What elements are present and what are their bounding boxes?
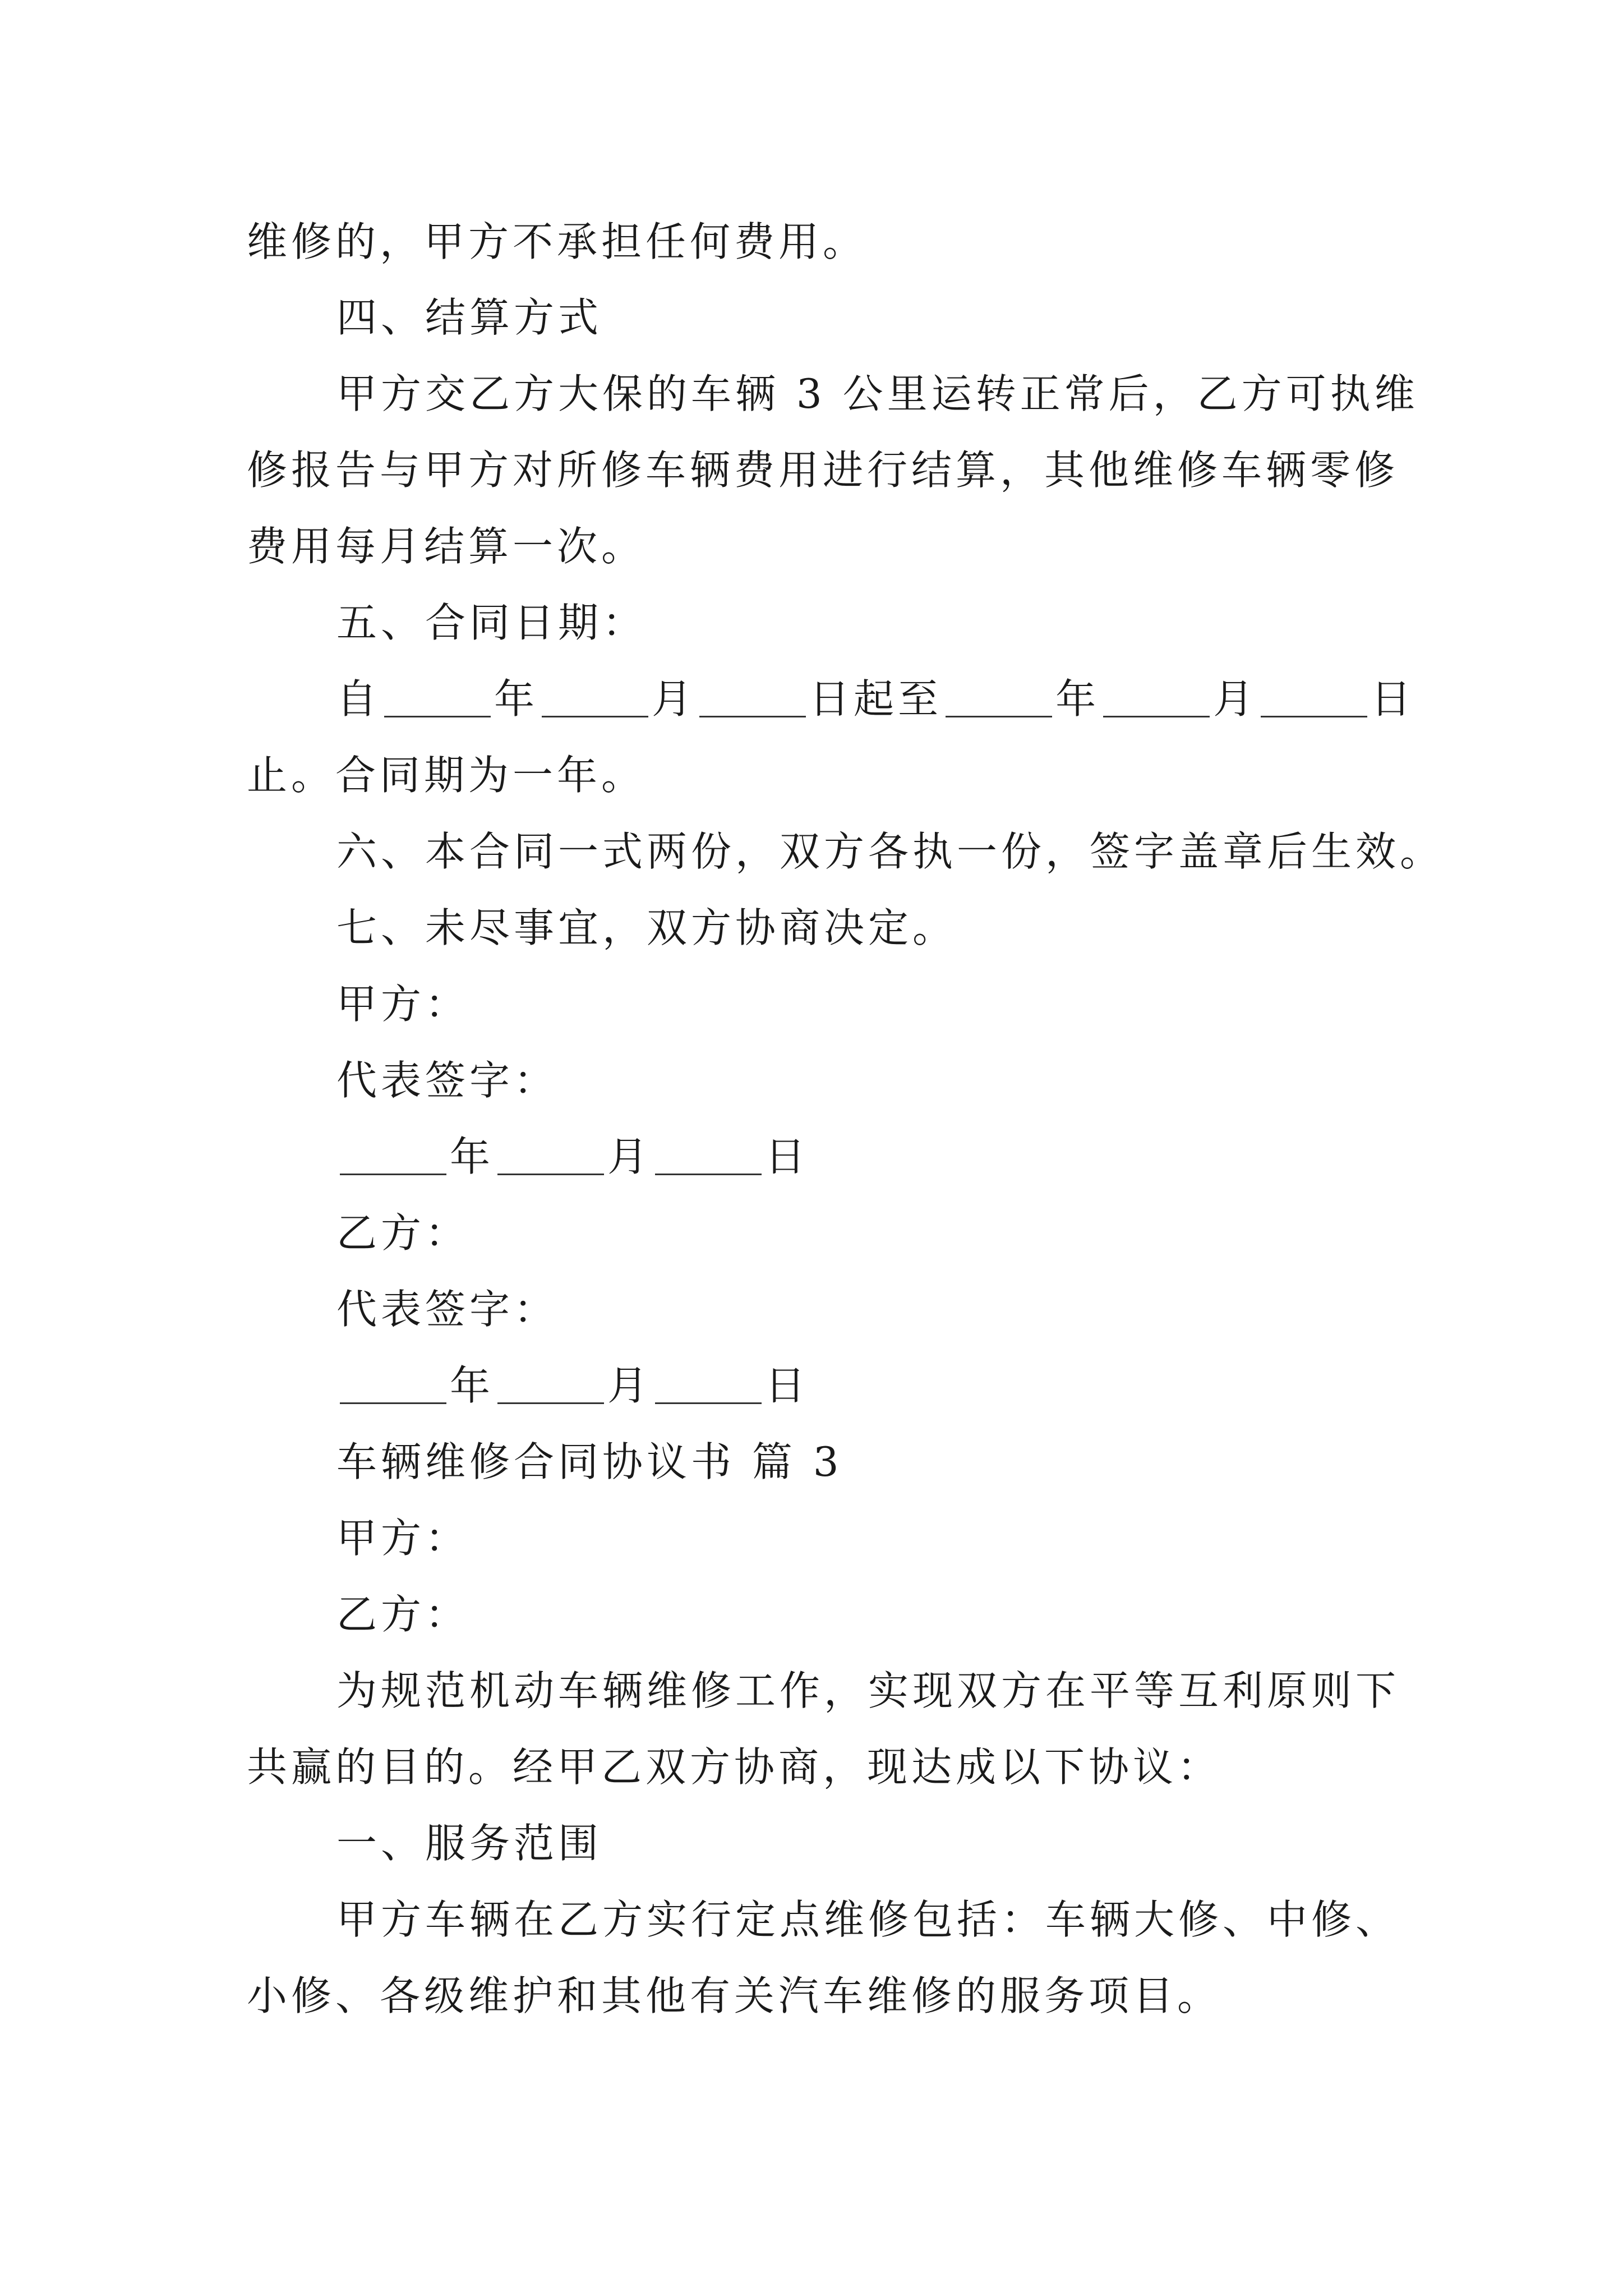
party-a-label: 甲方： [336, 981, 470, 1028]
end-day-blank[interactable] [1261, 716, 1367, 717]
paragraph-line: 六、本合同一式两份，双方各执一份，签字盖章后生效。 [336, 828, 1445, 875]
sign-day-blank[interactable] [655, 1402, 762, 1404]
party-b-label: 乙方： [336, 1591, 470, 1638]
end-year-blank[interactable] [946, 716, 1052, 717]
signature-label: 代表签字： [336, 1286, 559, 1333]
sign-day-blank[interactable] [655, 1174, 762, 1175]
month-label: 月 [607, 1362, 652, 1409]
section-heading: 一、服务范围 [336, 1820, 603, 1867]
paragraph-line: 为规范机动车辆维修工作，实现双方在平等互利原则下 [336, 1667, 1400, 1714]
sign-date-line [336, 1133, 810, 1180]
sign-year-blank[interactable] [340, 1174, 446, 1175]
year-label: 年 [450, 1362, 495, 1409]
day-label: 日 [765, 1362, 810, 1409]
start-month-blank[interactable] [542, 716, 648, 717]
paragraph-line: 七、未尽事宜，双方协商决定。 [336, 904, 957, 951]
party-a-label: 甲方： [336, 1515, 470, 1562]
paragraph-line: 费用每月结算一次。 [247, 523, 646, 570]
paragraph-line: 共赢的目的。经甲乙双方协商，现达成以下协议： [247, 1743, 1222, 1791]
paragraph-line: 小修、各级维护和其他有关汽车维修的服务项目。 [247, 1972, 1222, 2019]
month-label: 月 [652, 675, 697, 723]
day-label: 日 [765, 1133, 810, 1180]
sign-date-line [336, 1362, 810, 1409]
contract-date-line [336, 675, 1415, 723]
party-b-label: 乙方： [336, 1209, 470, 1257]
month-label: 月 [607, 1133, 652, 1180]
day-until-label: 日起至 [809, 675, 943, 723]
start-day-blank[interactable] [699, 716, 806, 717]
paragraph-line: 修报告与甲方对所修车辆费用进行结算，其他维修车辆零修 [247, 447, 1399, 494]
end-month-blank[interactable] [1103, 716, 1210, 717]
year-label: 年 [1055, 675, 1100, 723]
paragraph-line: 维修的，甲方不承担任何费用。 [247, 218, 868, 265]
section-heading: 四、结算方式 [336, 294, 603, 341]
year-label: 年 [450, 1133, 495, 1180]
paragraph-line: 甲方车辆在乙方实行定点维修包括：车辆大修、中修、 [336, 1896, 1400, 1943]
paragraph-line: 甲方交乙方大保的车辆 3 公里运转正常后，乙方可执维 [336, 370, 1419, 417]
date-from-label: 自 [336, 675, 381, 723]
start-year-blank[interactable] [384, 716, 491, 717]
sign-month-blank[interactable] [497, 1402, 604, 1404]
signature-label: 代表签字： [336, 1057, 559, 1104]
sign-year-blank[interactable] [340, 1402, 446, 1404]
month-label: 月 [1213, 675, 1258, 723]
sign-month-blank[interactable] [497, 1174, 604, 1175]
year-label: 年 [494, 675, 539, 723]
day-label: 日 [1371, 675, 1415, 723]
section-heading: 五、合同日期： [336, 599, 647, 646]
paragraph-line: 止。合同期为一年。 [247, 752, 646, 799]
article-title: 车辆维修合同协议书 篇 3 [336, 1438, 843, 1485]
